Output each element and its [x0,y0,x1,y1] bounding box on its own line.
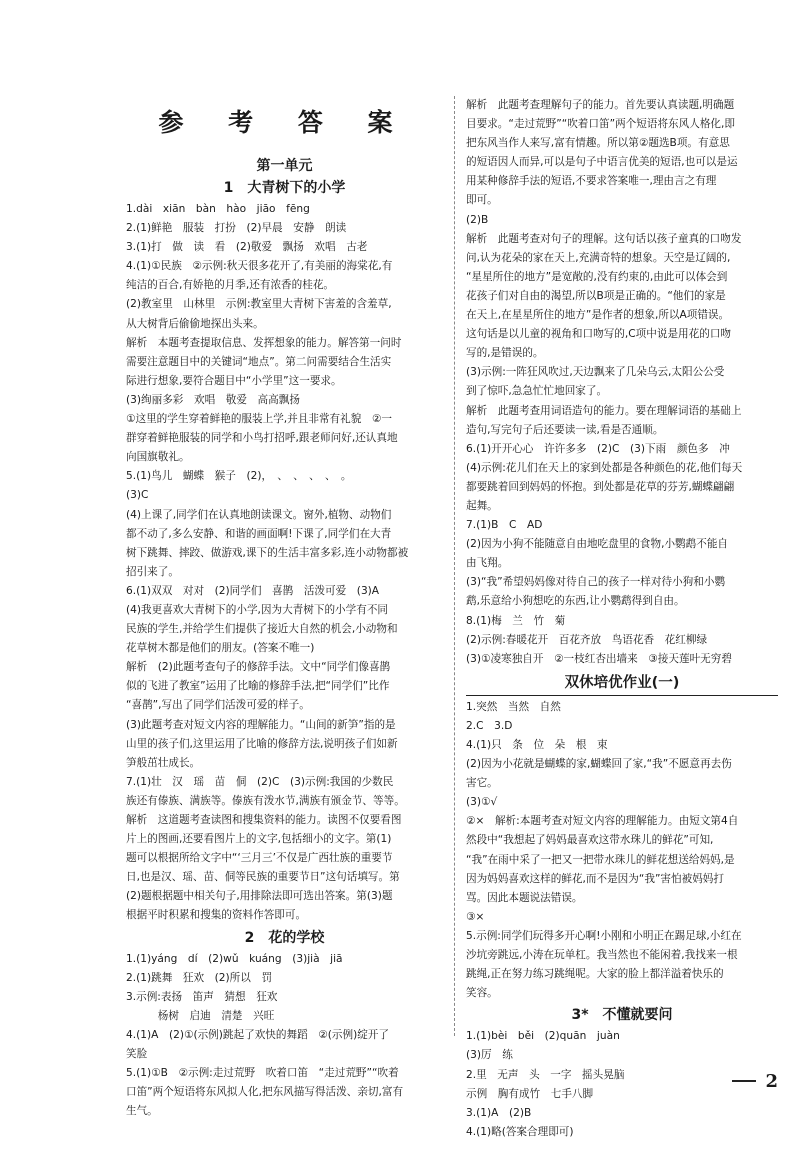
text-line: 族还有傣族、满族等。傣族有泼水节,满族有颁金节、等等。 [126,794,405,807]
column-divider [454,96,455,1036]
text-line: 杨树 启迪 清楚 兴旺 [126,1009,275,1022]
text-line: 纯洁的百合,有娇艳的月季,还有浓香的桂花。 [126,279,335,292]
text-line: 跳绳,正在努力练习跳绳呢。大家的脸上都洋溢着快乐的 [466,968,724,981]
page-number-dash [732,1080,756,1082]
text-line: 花草树木都是他们的朋友。(答案不唯一) [126,642,315,655]
text-line: 1.突然 当然 自然 [466,700,561,713]
text-line: 害它。 [466,777,498,790]
text-line: (3)C [126,489,149,502]
text-line: 4.(1)略(答案合理即可) [466,1125,574,1138]
text-line: 2.(1)鲜艳 服装 打扮 (2)早晨 安静 朗读 [126,222,347,235]
lesson-heading: 1 大青树下的小学 [223,180,346,196]
text-line: 笑脸 [126,1048,148,1061]
text-line: (3)此题考查对短文内容的理解能力。“山间的新笋”指的是 [126,718,396,731]
text-line: 解析 这道题考查读图和搜集资料的能力。读图不仅要看图 [126,814,402,826]
text-line: (4)我更喜欢大青树下的小学,因为大青树下的小学有不同 [126,603,389,616]
text-line: “星星所住的地方”是宽敞的,没有约束的,由此可以体会到 [466,270,728,283]
text-line: 山里的孩子们,这里运用了比喻的修辞方法,说明孩子们如新 [126,737,398,750]
text-line: (2)因为小狗不能随意自由地吃盘里的食物,小鹦鹉不能自 [466,538,729,551]
text-line: 民族的学生,并给学生们提供了接近大自然的机会,小动物和 [126,623,398,636]
text-line: (3)“我”希望妈妈像对待自己的孩子一样对待小狗和小鹦 [466,576,726,589]
text-line: 沙坑旁跳远,小涛在玩单杠。我当然也不能闲着,我找来一根 [466,949,738,962]
text-line: 1.(1)bèi běi (2)quān juàn [466,1030,620,1043]
text-line: 4.(1)只 条 位 朵 根 束 [466,739,608,751]
text-line: 笋般茁壮成长。 [126,756,201,769]
text-line: 4.(1)①民族 ②示例:秋天很多花开了,有美丽的海棠花,有 [126,260,393,273]
text-line: 即可。 [466,194,498,207]
text-line: 需要注意题目中的关键词“地点”。第二问需要结合生活实 [126,355,392,368]
text-line: 从大树背后偷偷地探出头来。 [126,317,264,330]
section-heading: 双休培优作业(一) [466,671,778,696]
text-line: 招引来了。 [126,565,179,578]
text-line: (3)绚丽多彩 欢唱 敬爱 高高飘扬 [126,393,300,406]
text-line: 解析 此题考查用词语造句的能力。要在理解词语的基础上 [466,404,742,417]
text-line: 8.(1)梅 兰 竹 菊 [466,614,566,627]
text-line: 都要跳着回到妈妈的怀抱。到处都是花草的芬芳,蝴蝶翩翩 [466,480,735,493]
text-line: 2.(1)跳舞 狂欢 (2)所以 罚 [126,971,273,984]
text-line: 骂。因此本题说法错误。 [466,891,583,904]
page-number: 2 [765,1071,778,1092]
text-line: 2.C 3.D [466,719,513,732]
text-line: 向国旗敬礼。 [126,451,190,464]
text-line: 问,认为花朵的家在天上,充满奇特的想象。天空是辽阔的, [466,251,731,264]
text-line: 1.(1)yáng dí (2)wǔ kuáng (3)jià jiā [126,952,343,965]
text-line: (2)教室里 山林里 示例:教室里大青树下害羞的含羞草, [126,298,392,311]
text-line: 5.示例:同学们玩得多开心啊!小刚和小明正在踢足球,小红在 [466,929,742,942]
text-line: 生气。 [126,1105,158,1118]
text-line: 到了惊吓,急急忙忙地回家了。 [466,385,608,398]
text-line: 解析 此题考查对句子的理解。这句话以孩子童真的口吻发 [466,232,742,245]
text-line: ②× 解析:本题考查对短文内容的理解能力。由短文第4自 [466,815,739,828]
text-line: 6.(1)开开心心 许许多多 (2)C (3)下雨 颜色多 冲 [466,442,730,455]
text-line: 2.里 无声 头 一字 摇头晃脑 [466,1068,625,1081]
text-line: 3.(1)A (2)B [466,1106,532,1119]
text-line: (2)示例:春暖花开 百花齐放 鸟语花香 花红柳绿 [466,633,708,646]
text-line: (4)上课了,同学们在认真地朗读课文。窗外,植物、动物们 [126,508,392,521]
text-line: 用某种修辞手法的短语,不要求答案唯一,理由言之有理 [466,175,717,188]
text-line: 解析 此题考查理解句子的能力。首先要认真读题,明确题 [466,99,735,111]
text-line: 造句,写完句子后还要读一读,看是否通顺。 [466,423,664,436]
text-line: 3.示例:表扬 笛声 猜想 狂欢 [126,990,278,1003]
text-line: 5.(1)鸟儿 蝴蝶 猴子 (2)， 、 、 、 、 。 [126,470,352,483]
lesson-heading: 2 花的学校 [244,929,325,946]
text-line: 在天上,在星星所住的地方”是作者的想象,所以A项错误。 [466,309,730,322]
page-title: 参 考 答 案 [158,108,411,137]
text-line: 鹉,乐意给小狗想吃的东西,让小鹦鹉得到自由。 [466,595,685,608]
unit-heading: 第一单元 [256,158,313,174]
text-line: 6.(1)双双 对对 (2)同学们 喜鹊 活泼可爱 (3)A [126,584,380,597]
lesson-heading: 3* 不懂就要问 [571,1007,673,1024]
text-line: 解析 (2)此题考查句子的修辞手法。文中“同学们像喜鹊 [126,661,391,674]
text-line: (2)题根据题中相关句子,用排除法即可选出答案。第(3)题 [126,890,393,903]
text-line: (2)因为小花就是蝴蝶的家,蝴蝶回了家,“我”不愿意再去伤 [466,758,732,771]
text-line: (3)厉 练 [466,1049,513,1062]
text-line: 3.(1)打 做 读 看 (2)敬爱 飘扬 欢唱 古老 [126,241,368,254]
text-line: 群穿着鲜艳服装的同学和小鸟打招呼,跟老师问好,还认真地 [126,432,398,445]
text-line: ③× [466,910,485,923]
text-line: 因为妈妈喜欢这样的鲜花,而不是因为“我”害怕被妈妈打 [466,872,724,885]
text-line: (2)B [466,213,489,226]
text-line: “我”在雨中采了一把又一把带水珠儿的鲜花想送给妈妈,是 [466,853,735,866]
text-line: (3)①凌寒独自开 ②一枝红杏出墙来 ③接天莲叶无穷碧 [466,652,732,665]
text-line: 示例 胸有成竹 七手八脚 [466,1087,594,1100]
text-line: 起舞。 [466,499,498,512]
text-line: 7.(1)壮 汉 瑶 苗 侗 (2)C (3)示例:我国的少数民 [126,775,394,788]
text-line: ①这里的学生穿着鲜艳的服装上学,并且非常有礼貌 ②一 [126,413,393,426]
text-line: (4)示例:花儿们在天上的家到处都是各种颜色的花,他们每天 [466,461,743,474]
text-line: 由飞翔。 [466,557,509,570]
text-line: (3)①√ [466,796,498,809]
text-line: 际进行想象,要符合题目中“小学里”这一要求。 [126,374,342,387]
left-column [126,96,443,1121]
text-line: 花孩子们对自由的渴望,所以B项是正确的。“他们的家是 [466,289,726,302]
text-line: (3)示例:一阵狂风吹过,天边飘来了几朵乌云,太阳公公受 [466,366,725,379]
text-line: 口笛”两个短语将东风拟人化,把东风描写得活泼、亲切,富有 [126,1086,404,1099]
text-line: 这句话是以儿童的视角和口吻写的,C项中说是用花的口吻 [466,328,732,341]
text-line: 7.(1)B C AD [466,519,543,532]
text-line: 4.(1)A (2)①(示例)跳起了欢快的舞蹈 ②(示例)绽开了 [126,1028,389,1041]
text-line: 解析 本题考查提取信息、发挥想象的能力。解答第一问时 [126,336,402,349]
text-line: “喜鹊”,写出了同学们活泼可爱的样子。 [126,699,310,712]
text-line: 都不动了,多么安静、和谐的画面啊!下课了,同学们在大青 [126,527,392,540]
text-line: 树下跳舞、摔跤、做游戏,课下的生活丰富多彩,连小动物都被 [126,546,409,559]
text-line: 笑容。 [466,987,498,1000]
text-line: 的短语因人而异,可以是句子中语言优美的短语,也可以是运 [466,156,738,169]
text-line: 然段中“我想起了妈妈最喜欢这带水珠儿的鲜花”可知, [466,834,714,847]
text-line: 1.dài xiān bàn hào jiāo fēng [126,203,310,215]
text-line: 把东风当作人来写,富有情趣。所以第②题选B项。有意思 [466,137,730,150]
text-line: 片上的图画,还要看图片上的文字,包括细小的文字。第(1) [126,833,392,846]
text-line: 题可以根据所给文字中“‘三月三’不仅是广西壮族的重要节 [126,852,393,865]
right-column [466,96,778,1142]
text-line: 目要求。“走过荒野”“吹着口笛”两个短语将东风人格化,即 [466,118,735,131]
text-line: 似的飞进了教室”运用了比喻的修辞手法,把“同学们”比作 [126,680,390,693]
text-line: 日,也是汉、瑶、苗、侗等民族的重要节日”这句话填写。第 [126,871,400,884]
text-line: 5.(1)①B ②示例:走过荒野 吹着口笛 “走过荒野”“吹着 [126,1067,399,1080]
text-line: 写的,是错误的。 [466,347,544,360]
text-line: 根据平时积累和搜集的资料作答即可。 [126,909,307,922]
